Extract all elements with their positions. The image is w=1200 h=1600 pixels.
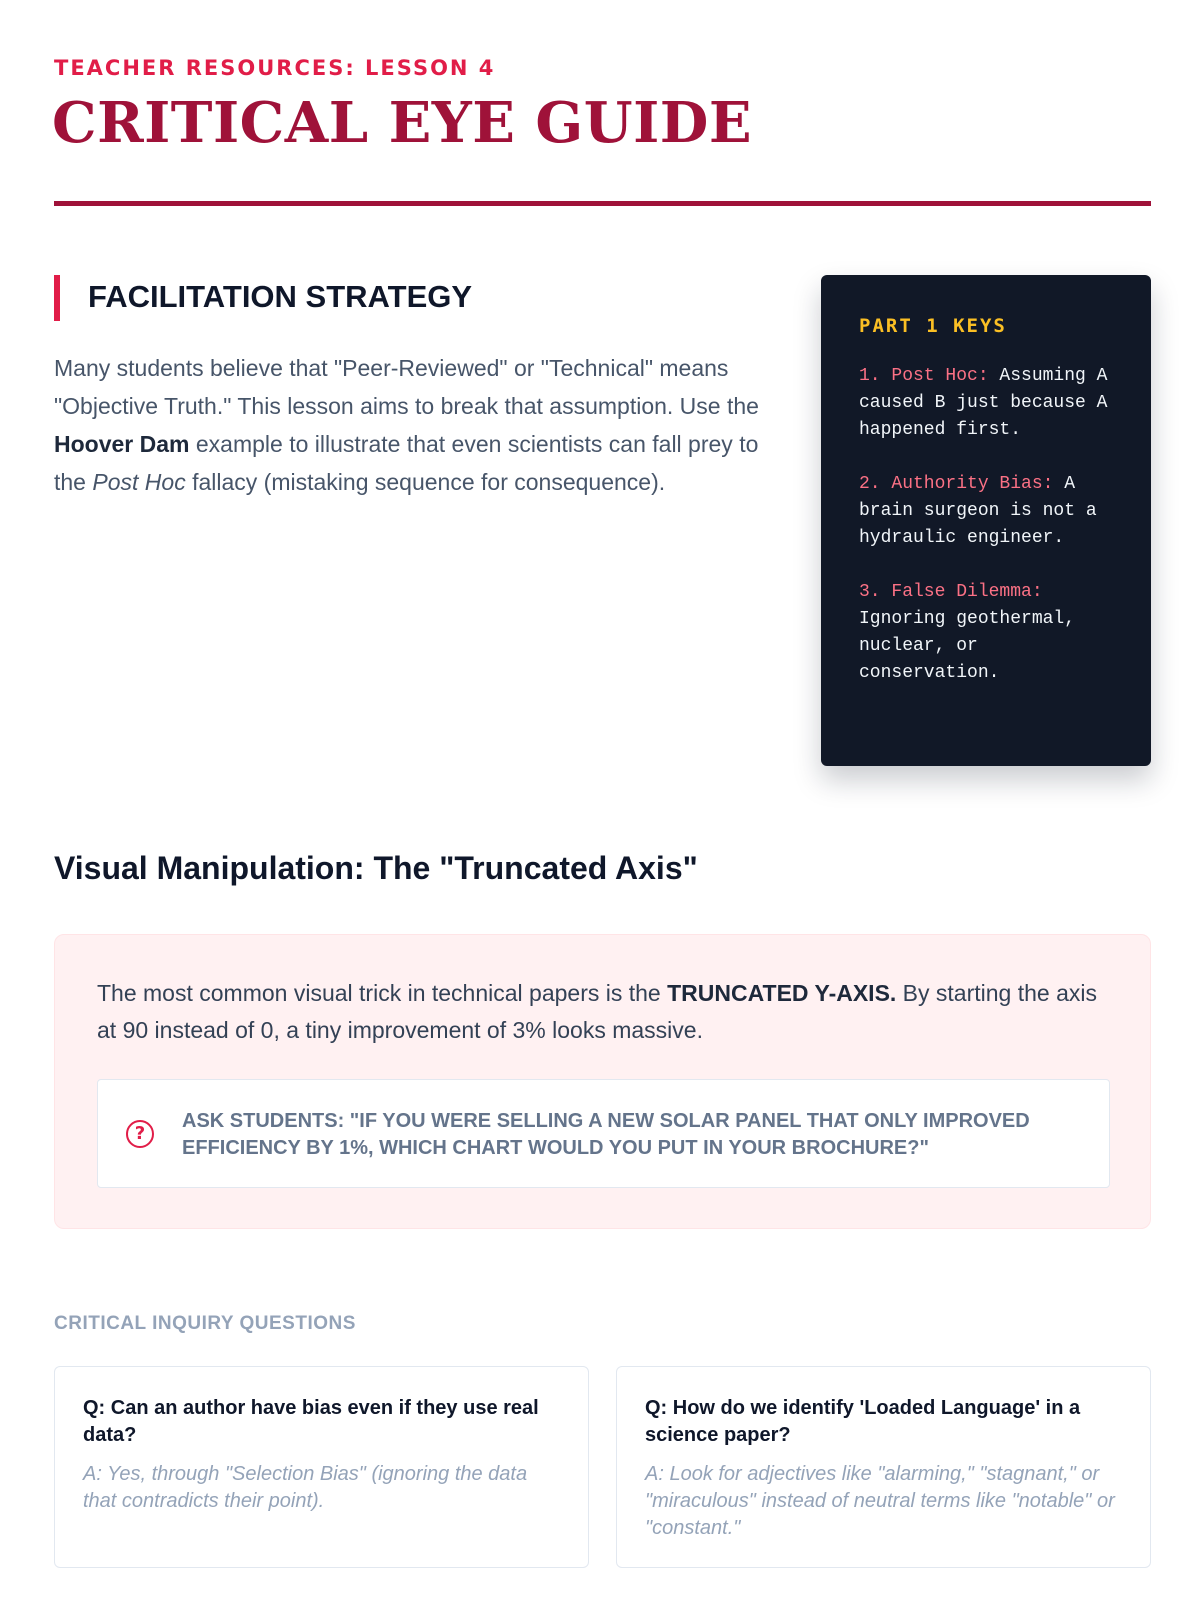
facilitation-body-part-3: fallacy (mistaking sequence for consequence). (185, 469, 666, 495)
truncated-axis-callout (54, 934, 1151, 1229)
key-text: A brain surgeon is not a hydraulic engineer. (859, 474, 1097, 548)
callout-text (97, 975, 1107, 1049)
facilitation-heading: FACILITATION STRATEGY (88, 279, 473, 314)
key-label: 3. False Dilemma: (859, 582, 1043, 602)
answer-text: A: Yes, through "Selection Bias" (ignoring the data that contradicts their point). (83, 1463, 528, 1512)
key-item (859, 579, 1113, 687)
facilitation-body-bold: Hoover Dam (54, 431, 190, 457)
key-text: Assuming A caused B just because A happened first. (859, 366, 1108, 440)
key-item (859, 363, 1113, 444)
key-text: Ignoring geothermal, nuclear, or conservation. (859, 609, 1076, 683)
key-label: 1. Post Hoc: (859, 366, 989, 386)
callout-text-part-2: By starting the axis at 90 instead of 0, a tiny improvement of 3% looks massive. (97, 980, 1097, 1043)
visual-manipulation-heading: Visual Manipulation: The "Truncated Axis" (54, 850, 698, 886)
question-text: Q: How do we identify 'Loaded Language' in a science paper? (645, 1397, 1081, 1446)
question-card (616, 1366, 1151, 1568)
keys-title: PART 1 KEYS (859, 315, 1007, 337)
section-accent-bar (54, 275, 60, 321)
answer-keys-panel (821, 275, 1151, 766)
facilitation-body-part-1: Many students believe that "Peer-Reviewed" or "Technical" means "Objective Truth." This lesson aims to break that assumption. Use the (54, 355, 759, 419)
facilitation-body (54, 349, 774, 501)
facilitation-body-italic: Post Hoc (92, 469, 186, 495)
ask-students-text: ASK STUDENTS: "IF YOU WERE SELLING A NEW SOLAR PANEL THAT ONLY IMPROVED EFFICIENCY BY 1%, WHICH CHART WOULD YOU PUT IN YOUR BROCHURE?" (182, 1110, 1030, 1159)
ask-students-box (97, 1079, 1110, 1188)
question-text: Q: Can an author have bias even if they use real data? (83, 1397, 539, 1446)
lesson-eyebrow: TEACHER RESOURCES: LESSON 4 (54, 56, 496, 80)
callout-text-bold: TRUNCATED Y-AXIS. (667, 980, 897, 1006)
key-label: 2. Authority Bias: (859, 474, 1054, 494)
inquiry-section-label: CRITICAL INQUIRY QUESTIONS (54, 1313, 356, 1334)
question-circle-icon: ? (126, 1120, 154, 1148)
page-title: CRITICAL EYE GUIDE (52, 90, 753, 156)
facilitation-body-part-2: example to illustrate that even scientists can fall prey to the (54, 431, 759, 495)
answer-text: A: Look for adjectives like "alarming," "stagnant," or "miraculous" instead of neutral terms like "notable" or "constant." (645, 1463, 1115, 1539)
title-divider (54, 201, 1151, 206)
question-card (54, 1366, 589, 1568)
key-item (859, 471, 1113, 552)
callout-text-part-1: The most common visual trick in technical papers is the (97, 980, 668, 1006)
